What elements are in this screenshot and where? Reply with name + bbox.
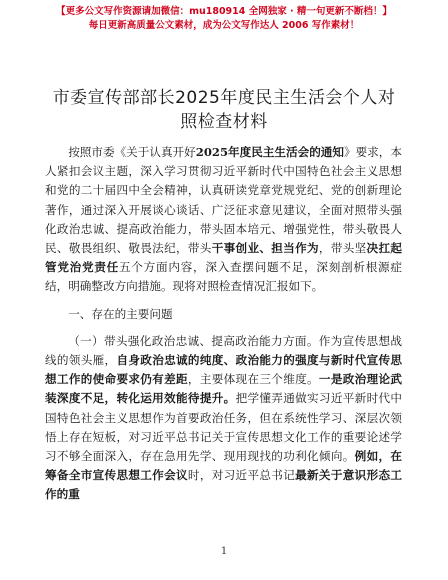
intro-text-notice: 2025年度民主生活会的通知	[195, 145, 344, 159]
subsection-paragraph-1	[45, 332, 402, 505]
intro-text-6: 五个方面内容，深入查摆问题不足，深刻剖析根源症结，明确整改方向措施。现将对照检查情况汇报如下。	[45, 260, 402, 294]
promo-banner-line-1: 【更多公文写作资源请加微信：mu180914 全网独家 · 精一句更新不断档！】	[56, 6, 392, 17]
sub1-text-h: 最新关于意识形态工作的重	[45, 468, 402, 502]
intro-text-4: ，带头坚	[318, 241, 367, 256]
sub1-text-b: 自身政治忠诚的纯度、政治能力的强度与新时代宣传思想工作的使命要求仍有差距	[45, 353, 402, 387]
intro-text-5: 决扛起管党治党责任	[45, 241, 402, 275]
document-title: 市委宣传部部长2025年度民主生活会个人对照检查材料	[52, 88, 396, 132]
intro-text-3: 干事创业、担当作为	[211, 241, 319, 256]
sub1-text-d: 一是政治理论武装深度不足，转化运用效能待提升。	[45, 372, 402, 406]
sub1-text-f: 例如，在筹备全市宣传思想工作会议	[45, 449, 402, 483]
intro-text-2: 》要求，本人紧扣会议主题，深入学习贯彻习近平新时代中国特色社会主义思想和党的二十届四中全会精神，认真研读党章党规党纪、党的创新理论著作，通过深入开展谈心谈话、广泛征求意见建议，全面对照带头强化政治忠诚、提高政治能力，带头固本培元、增强党性，带头敬畏人民、敬畏组织、敬畏法纪，带头	[45, 145, 402, 256]
intro-text-1: 按照市委《关于认真开好	[68, 145, 196, 159]
sub1-text-e: 把学懂弄通做实习近平新时代中国特色社会主义思想作为首要政治任务，但在系统性学习、深层次领悟上存在短板，对习近平总书记关于宣传思想文化工作的重要论述学习不够全面深入，存在急用先学、现用现找的功利化倾向。	[45, 391, 402, 464]
section-heading-1: 一、存在的主要问题	[68, 306, 173, 321]
sub1-text-c: ，主要体现在三个维度。	[187, 372, 319, 387]
document-body	[45, 143, 402, 505]
intro-paragraph	[45, 143, 402, 297]
page-number: 1	[220, 546, 228, 557]
sub1-text-g: 时，对习近平总书记	[187, 468, 296, 483]
sub1-text-a: （一）带头强化政治忠诚、提高政治能力方面。作为宣传思想战线的领头雁，	[45, 333, 402, 368]
promo-banner-line-2: 每日更新高质量公文素材，成为公文写作达人 2006 写作素材！	[88, 20, 360, 31]
